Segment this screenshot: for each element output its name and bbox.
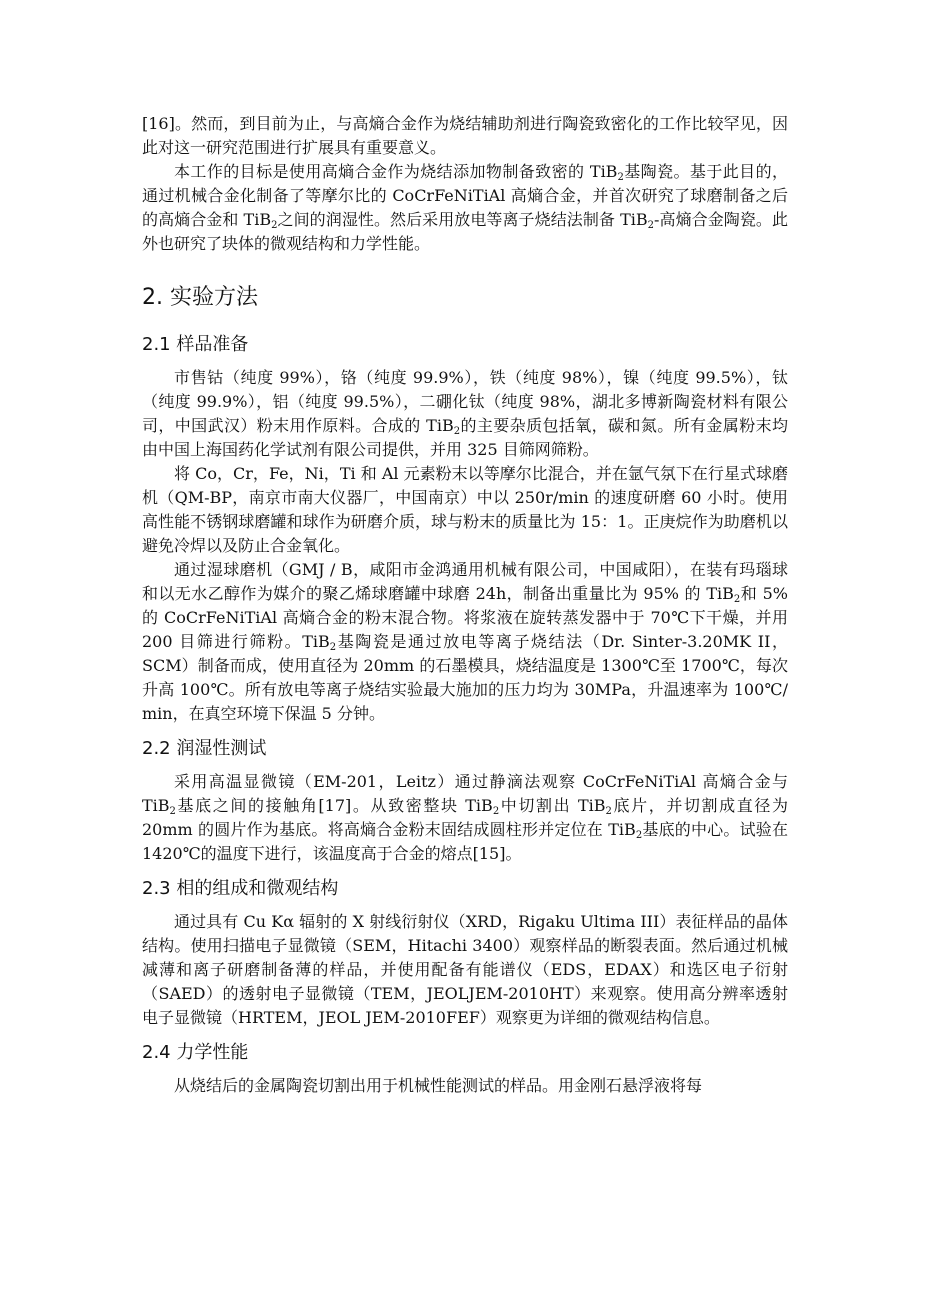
section-2-2-heading: 2.2 润湿性测试: [142, 738, 267, 759]
paper-page: [142, 112, 788, 1098]
section-2-1-paragraph-3: 通过湿球磨机（GMJ / B，咸阳市金鸿通用机械有限公司，中国咸阳），在装有玛瑙球和以无水乙醇作为媒介的聚乙烯球磨罐中球磨 24h，制备出重量比为 95% 的 TiB$_2$和 5% 的 CoCrFeNiTiAl 高熵合金的粉末混合物。将浆液在旋转蒸发器中于 70℃下干燥，并用 200 目筛进行筛粉。TiB$_2$基陶瓷是通过放电等离子烧结法（Dr. Sinter-3.20MK II，SCM）制备而成，使用直径为 20mm 的石墨模具，烧结温度是 1300℃至 1700℃，每次升高 100℃。所有放电等离子烧结实验最大施加的压力均为 30MPa，升温速率为 100℃/ min，在真空环境下保温 5 分钟。: [142, 560, 788, 723]
section-2-1-paragraph-1: 市售钴（纯度 99%），铬（纯度 99.9%），铁（纯度 98%），镍（纯度 99.5%），钛（纯度 99.9%），铝（纯度 99.5%），二硼化钛（纯度 98%，湖北多博新陶瓷材料有限公司，中国武汉）粉末用作原料。合成的 TiB$_2$的主要杂质包括氧，碳和氮。所有金属粉末均由中国上海国药化学试剂有限公司提供，并用 325 目筛网筛粉。: [142, 368, 788, 459]
section-2-2-paragraph-1: 采用高温显微镜（EM-201，Leitz）通过静滴法观察 CoCrFeNiTiAl 高熵合金与 TiB$_2$基底之间的接触角[17]。从致密整块 TiB$_2$中切割出 TiB$_2$底片，并切割成直径为 20mm 的圆片作为基底。将高熵合金粉末固结成圆柱形并定位在 TiB$_2$基底的中心。试验在 1420℃的温度下进行，该温度高于合金的熔点[15]。: [142, 772, 788, 863]
section-2-4-paragraph-1: 从烧结后的金属陶瓷切割出用于机械性能测试的样品。用金刚石悬浮液将每: [174, 1076, 703, 1095]
section-2-3-heading: 2.3 相的组成和微观结构: [142, 878, 339, 899]
section-2-4-heading: 2.4 力学性能: [142, 1042, 249, 1063]
intro-paragraph-1: [16]。然而，到目前为止，与高熵合金作为烧结辅助剂进行陶瓷致密化的工作比较罕见，因此对这一研究范围进行扩展具有重要意义。: [142, 114, 788, 157]
section-2-3-paragraph-1: 通过具有 Cu Kα 辐射的 X 射线衍射仪（XRD，Rigaku Ultima III）表征样品的晶体结构。使用扫描电子显微镜（SEM，Hitachi 3400）观察样品的断裂表面。然后通过机械减薄和离子研磨制备薄的样品，并使用配备有能谱仪（EDS，EDAX）和选区电子衍射（SAED）的透射电子显微镜（TEM，JEOLJEM-2010HT）来观察。使用高分辨率透射电子显微镜（HRTEM，JEOL JEM-2010FEF）观察更为详细的微观结构信息。: [142, 912, 788, 1027]
section-2-1-paragraph-2: 将 Co，Cr，Fe，Ni，Ti 和 Al 元素粉末以等摩尔比混合，并在氩气氛下在行星式球磨机（QM-BP，南京市南大仪器厂，中国南京）中以 250r/min 的速度研磨 60 小时。使用高性能不锈钢球磨罐和球作为研磨介质，球与粉末的质量比为 15：1。正庚烷作为助磨机以避免冷焊以及防止合金氧化。: [142, 464, 788, 555]
section-2-heading: 2. 实验方法: [142, 285, 258, 310]
intro-paragraph-2: 本工作的目标是使用高熵合金作为烧结添加物制备致密的 TiB$_2$基陶瓷。基于此目的，通过机械合金化制备了等摩尔比的 CoCrFeNiTiAl 高熵合金，并首次研究了球磨制备之后的高熵合金和 TiB$_2$之间的润湿性。然后采用放电等离子烧结法制备 TiB$_2$-高熵合金陶瓷。此外也研究了块体的微观结构和力学性能。: [142, 162, 788, 253]
section-2-1-heading: 2.1 样品准备: [142, 334, 249, 355]
